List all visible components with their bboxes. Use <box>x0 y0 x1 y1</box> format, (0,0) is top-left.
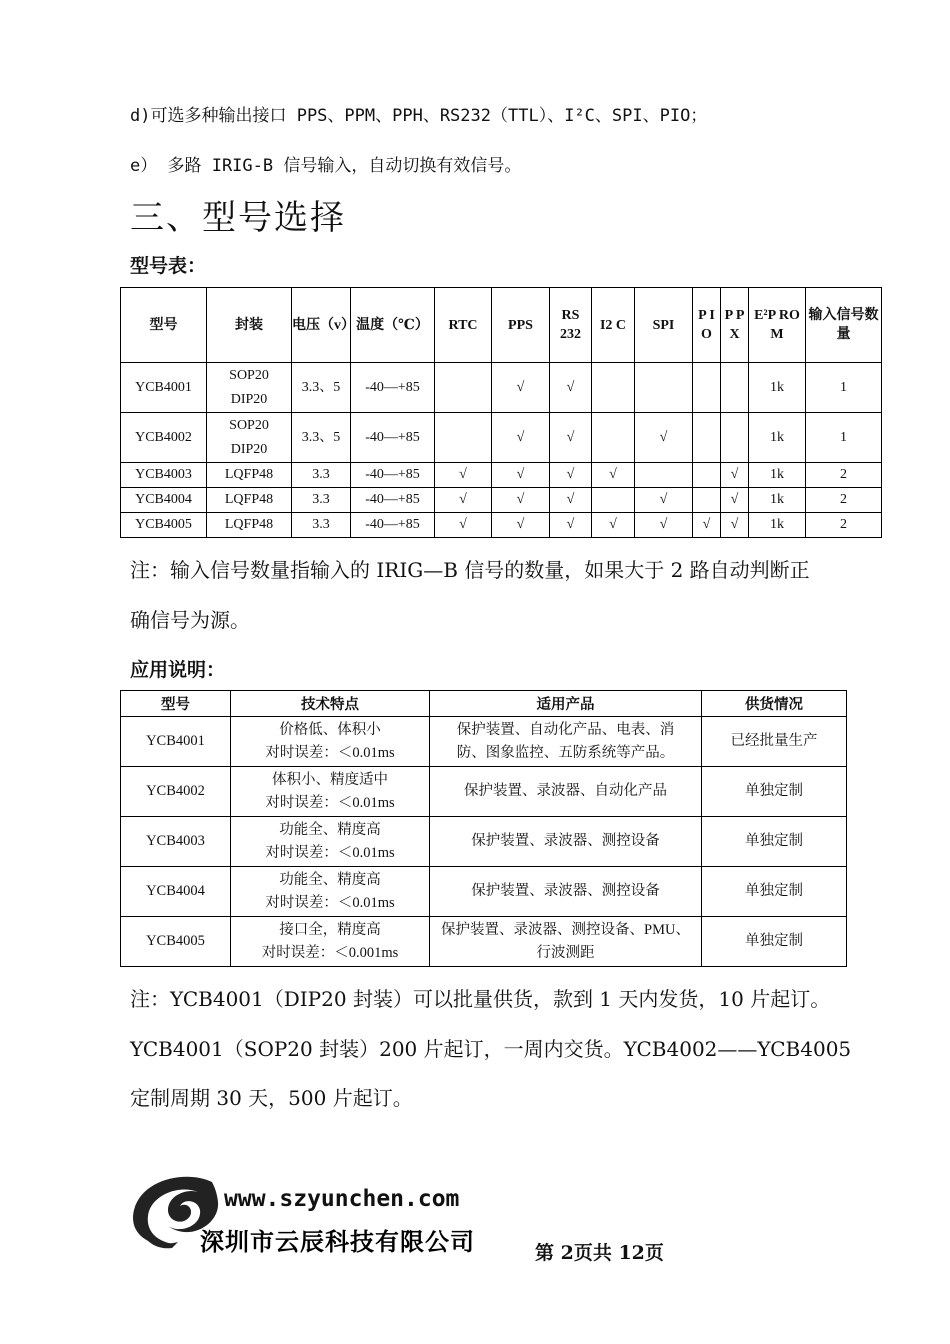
table-cell: √ <box>492 513 550 538</box>
note-input-signal-line1: 注：输入信号数量指输入的 IRIG—B 信号的数量，如果大于 2 路自动判断正 <box>130 558 810 582</box>
feature-line: 对时误差：＜0.01ms <box>265 894 395 911</box>
header-cell: E²P RO M <box>749 288 806 363</box>
table-cell: 1k <box>749 488 806 513</box>
feature-line-d: d)可选多种输出接口 PPS、PPM、PPH、RS232（TTL）、I²C、SPI、PIO； <box>130 106 708 126</box>
app-table-row <box>121 917 847 967</box>
feature-line: 对时误差：＜0.01ms <box>265 744 395 761</box>
table-cell: 2 <box>806 488 882 513</box>
table-cell <box>430 917 702 967</box>
table-cell: √ <box>635 513 693 538</box>
table-cell: √ <box>693 513 721 538</box>
table-cell: SOP20 DIP20 <box>207 413 292 463</box>
feature-line: 对时误差：＜0.001ms <box>261 944 399 961</box>
model-table-row <box>121 413 882 463</box>
table-cell: 2 <box>806 513 882 538</box>
table-cell: 1 <box>806 413 882 463</box>
page-number: 第 2页共 12页 <box>535 1242 664 1264</box>
table-cell: -40—+85 <box>351 488 435 513</box>
table-cell: 3.3 <box>292 488 351 513</box>
table-cell: LQFP48 <box>207 488 292 513</box>
table-cell: 1k <box>749 413 806 463</box>
table-cell: √ <box>550 513 592 538</box>
table-cell <box>435 413 492 463</box>
feature-line: 体积小、精度适中 <box>272 771 388 788</box>
table-cell: YCB4002 <box>121 413 207 463</box>
table-cell <box>430 867 702 917</box>
feature-line: 功能全、精度高 <box>279 871 381 888</box>
product-line: 防、图象监控、五防系统等产品。 <box>456 744 675 761</box>
note-supply-line1: 注：YCB4001（DIP20 封装）可以批量供货，款到 1 天内发货，10 片起订。 <box>130 987 831 1011</box>
header-cell: I2 C <box>592 288 635 363</box>
table-cell <box>231 767 430 817</box>
model-table-row <box>121 463 882 488</box>
product-line: 保护装置、录波器、自动化产品 <box>464 783 667 799</box>
table-cell: YCB4001 <box>121 363 207 413</box>
app-table-row <box>121 867 847 917</box>
app-table-row <box>121 767 847 817</box>
table-cell <box>231 717 430 767</box>
table-cell: 单独定制 <box>702 817 847 867</box>
model-table-row <box>121 363 882 413</box>
table-cell: 1k <box>749 363 806 413</box>
table-cell <box>693 363 721 413</box>
table-cell: 单独定制 <box>702 917 847 967</box>
product-line: 保护装置、录波器、测控设备、PMU、 <box>441 921 690 938</box>
product-line: 保护装置、录波器、测控设备 <box>471 833 660 849</box>
table-cell <box>430 817 702 867</box>
table-cell: √ <box>492 463 550 488</box>
table-cell: √ <box>492 413 550 463</box>
table-cell <box>635 463 693 488</box>
table-cell <box>693 463 721 488</box>
header-cell: 供货情况 <box>702 691 847 717</box>
table-cell: √ <box>550 363 592 413</box>
model-table-row <box>121 513 882 538</box>
header-cell: RTC <box>435 288 492 363</box>
table-cell: √ <box>435 463 492 488</box>
table-cell: 2 <box>806 463 882 488</box>
table-cell: YCB4003 <box>121 463 207 488</box>
table-cell <box>693 413 721 463</box>
table-cell: YCB4004 <box>121 867 231 917</box>
table-cell: √ <box>492 488 550 513</box>
model-table-title: 型号表： <box>130 255 207 277</box>
table-cell: 3.3 <box>292 513 351 538</box>
header-cell: P P X <box>721 288 749 363</box>
table-cell: -40—+85 <box>351 463 435 488</box>
table-cell: √ <box>635 413 693 463</box>
table-cell: √ <box>492 363 550 413</box>
application-table <box>120 690 847 967</box>
app-table-row <box>121 817 847 867</box>
table-cell: YCB4005 <box>121 917 231 967</box>
header-cell: 电压（v） <box>292 288 351 363</box>
table-cell: √ <box>550 463 592 488</box>
table-cell: √ <box>721 463 749 488</box>
table-cell: YCB4002 <box>121 767 231 817</box>
feature-line: 价格低、体积小 <box>279 721 381 738</box>
table-cell: YCB4004 <box>121 488 207 513</box>
table-cell <box>592 488 635 513</box>
table-cell: 1k <box>749 463 806 488</box>
product-line: 行波测距 <box>536 944 595 961</box>
table-cell: 3.3、5 <box>292 363 351 413</box>
table-cell: -40—+85 <box>351 513 435 538</box>
feature-line: 接口全，精度高 <box>279 921 381 938</box>
table-cell: √ <box>635 488 693 513</box>
header-cell: P I O <box>693 288 721 363</box>
table-cell <box>430 767 702 817</box>
table-cell: 3.3、5 <box>292 413 351 463</box>
section-title: 三、型号选择 <box>130 198 346 238</box>
table-cell: YCB4005 <box>121 513 207 538</box>
header-cell: 型号 <box>121 691 231 717</box>
table-cell <box>635 363 693 413</box>
header-cell: SPI <box>635 288 693 363</box>
table-cell <box>231 817 430 867</box>
note-supply-line2: YCB4001（SOP20 封装）200 片起订，一周内交货。YCB4002——YCB4005 <box>130 1037 852 1061</box>
table-cell: 单独定制 <box>702 767 847 817</box>
header-cell: 技术特点 <box>231 691 430 717</box>
note-input-signal-line2: 确信号为源。 <box>130 608 250 632</box>
feature-line: 功能全、精度高 <box>279 821 381 838</box>
table-cell <box>721 363 749 413</box>
table-cell <box>592 363 635 413</box>
table-cell <box>231 917 430 967</box>
table-cell: √ <box>721 513 749 538</box>
table-cell: √ <box>550 413 592 463</box>
header-cell: RS 232 <box>550 288 592 363</box>
feature-line-e: e） 多路 IRIG-B 信号输入，自动切换有效信号。 <box>130 156 522 176</box>
table-cell: YCB4003 <box>121 817 231 867</box>
header-cell: 封装 <box>207 288 292 363</box>
table-cell <box>435 363 492 413</box>
footer-company: 深圳市云辰科技有限公司 <box>200 1228 475 1256</box>
product-line: 保护装置、自动化产品、电表、消 <box>456 721 675 738</box>
header-cell: 输入信号数量 <box>806 288 882 363</box>
product-line: 保护装置、录波器、测控设备 <box>471 883 660 899</box>
model-table-row <box>121 488 882 513</box>
table-cell: 已经批量生产 <box>702 717 847 767</box>
table-cell: -40—+85 <box>351 413 435 463</box>
table-cell: √ <box>721 488 749 513</box>
table-cell <box>231 867 430 917</box>
table-cell: LQFP48 <box>207 463 292 488</box>
app-table-title: 应用说明： <box>130 659 226 681</box>
header-cell: 温度（℃） <box>351 288 435 363</box>
table-cell: √ <box>435 513 492 538</box>
header-cell: PPS <box>492 288 550 363</box>
feature-line: 对时误差：＜0.01ms <box>265 844 395 861</box>
app-table-header-row <box>121 691 847 717</box>
table-cell: 1 <box>806 363 882 413</box>
table-cell: SOP20 DIP20 <box>207 363 292 413</box>
model-table-header-row <box>121 288 882 363</box>
table-cell: -40—+85 <box>351 363 435 413</box>
feature-line: 对时误差：＜0.01ms <box>265 794 395 811</box>
table-cell <box>592 413 635 463</box>
note-supply-line3: 定制周期 30 天，500 片起订。 <box>130 1086 413 1110</box>
table-cell <box>430 717 702 767</box>
model-table <box>120 287 882 538</box>
table-cell: 1k <box>749 513 806 538</box>
footer-url: www.szyunchen.com <box>224 1186 460 1212</box>
table-cell: √ <box>592 513 635 538</box>
table-cell: √ <box>550 488 592 513</box>
table-cell: LQFP48 <box>207 513 292 538</box>
header-cell: 适用产品 <box>430 691 702 717</box>
table-cell: √ <box>592 463 635 488</box>
table-cell <box>693 488 721 513</box>
table-cell: √ <box>435 488 492 513</box>
table-cell: YCB4001 <box>121 717 231 767</box>
app-table-row <box>121 717 847 767</box>
table-cell: 单独定制 <box>702 867 847 917</box>
header-cell: 型号 <box>121 288 207 363</box>
table-cell: 3.3 <box>292 463 351 488</box>
table-cell <box>721 413 749 463</box>
